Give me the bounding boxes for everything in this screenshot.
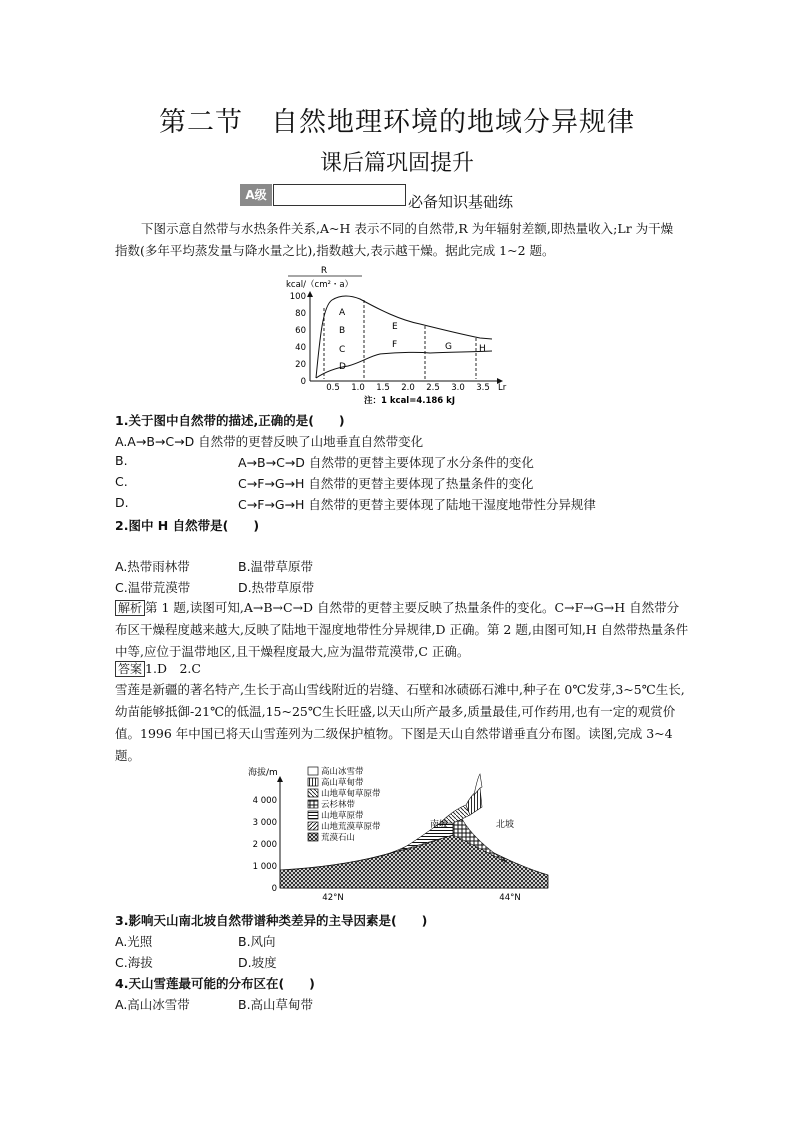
tianshan-zone-chart	[248, 763, 558, 905]
question-1-option-c-label[interactable]: C.	[115, 474, 128, 489]
level-score-box	[273, 184, 406, 206]
y-tick-100: 100	[289, 292, 306, 302]
x-tick-0-5: 0.5	[326, 383, 340, 393]
y-tick-0: 0	[300, 377, 306, 387]
chart1-x-ticks	[326, 383, 507, 393]
y-tick-20: 20	[295, 360, 306, 370]
answer-tag: 答案	[115, 661, 145, 677]
legend-swatch-5	[308, 822, 318, 830]
x-tick-1-5: 1.5	[376, 383, 390, 393]
chart1-ylabel-unit: kcal/（cm²・a）	[286, 280, 354, 290]
question-4-option-b[interactable]: B.高山草甸带	[238, 997, 314, 1012]
legend-label-0: 高山冰雪带	[321, 767, 364, 777]
zone-label-f: F	[392, 340, 398, 350]
zone-label-d: D	[339, 362, 346, 372]
question-1-option-b-label[interactable]: B.	[115, 453, 128, 468]
question-3-stem: 3.影响天山南北坡自然带谱种类差异的主导因素是( )	[115, 913, 428, 928]
x-tick-3-5: 3.5	[476, 383, 490, 393]
intro-paragraph-2: 雪莲是新疆的著名特产,生长于高山雪线附近的岩缝、石壁和冰碛砾石滩中,种子在 0℃发芽,3~5℃生长,幼苗能够抵御-21℃的低温,15~25℃生长旺盛,以天山所产最多,质量最佳,可作药用,也有一定的观赏价值。1996 年中国已将天山雪莲列为二级保护植物。下图是天山自然带谱垂直分布图。读图,完成 3~4 题。	[115, 682, 685, 763]
y-tick-80: 80	[295, 309, 306, 319]
chart2-legend	[308, 766, 381, 843]
chart2-ylabel: 海拔/m	[248, 768, 278, 778]
question-1-option-d[interactable]: C→F→G→H 自然带的更替主要体现了陆地干湿度地带性分异规律	[238, 497, 596, 512]
x2-tick-42n: 42°N	[322, 893, 344, 903]
question-1-option-b[interactable]: A→B→C→D 自然带的更替主要体现了水分条件的变化	[238, 455, 534, 470]
chart2-y-ticks	[253, 796, 277, 894]
level-text: 必备知识基础练	[408, 193, 514, 211]
question-2-stem: 2.图中 H 自然带是( )	[115, 518, 260, 533]
y2-tick-0: 0	[271, 884, 277, 894]
legend-swatch-2	[308, 789, 318, 797]
y2-tick-2000: 2 000	[252, 840, 277, 850]
x-tick-2-5: 2.5	[426, 383, 440, 393]
question-2-option-c[interactable]: C.温带荒漠带	[115, 580, 191, 595]
natural-zone-chart	[280, 266, 510, 406]
legend-label-3: 云杉林带	[321, 800, 356, 810]
legend-label-4: 山地草原带	[321, 811, 364, 821]
legend-label-1: 高山草甸带	[321, 778, 364, 788]
north-slope-label: 北坡	[496, 820, 515, 830]
x2-tick-44n: 44°N	[499, 893, 521, 903]
zone-label-e: E	[392, 322, 398, 332]
answer-text: 1.D 2.C	[145, 661, 201, 676]
chart1-zone-dividers	[324, 300, 476, 379]
question-2-option-d[interactable]: D.热带草原带	[238, 580, 315, 595]
south-slope-label: 南坡	[430, 820, 449, 830]
x-tick-3-0: 3.0	[451, 383, 465, 393]
zone-label-c: C	[339, 345, 346, 355]
question-3-option-d[interactable]: D.坡度	[238, 955, 277, 970]
y-tick-60: 60	[295, 326, 306, 336]
zone-label-g: G	[445, 342, 452, 352]
y2-tick-1000: 1 000	[252, 862, 277, 872]
question-4-option-a[interactable]: A.高山冰雪带	[115, 997, 190, 1012]
legend-label-2: 山地草甸草原带	[321, 789, 381, 799]
legend-swatch-3	[308, 800, 318, 808]
question-3-option-c[interactable]: C.海拔	[115, 955, 153, 970]
x-tick-2-0: 2.0	[401, 383, 415, 393]
analysis-text: 第 1 题,读图可知,A→B→C→D 自然带的更替主要反映了热量条件的变化。C→F→G→H 自然带分布区干燥程度越来越大,反映了陆地干湿度地带性分异规律,D 正确。第 2 题,由图可知,H 自然带热量条件中等,应位于温带地区,且干燥程度最大,应为温带荒漠带,C 正确。	[115, 600, 689, 659]
y-tick-40: 40	[295, 343, 306, 353]
legend-label-5: 山地荒漠草原带	[321, 822, 381, 832]
page-title: 第二节 自然地理环境的地域分异规律	[159, 107, 635, 138]
legend-swatch-6	[308, 833, 318, 841]
question-2-option-a[interactable]: A.热带雨林带	[115, 559, 190, 574]
chart1-y-ticks	[290, 292, 306, 387]
intro-paragraph-1: 下图示意自然带与水热条件关系,A~H 表示不同的自然带,R 为年辐射差额,即热量收入;Lr 为干燥指数(多年平均蒸发量与降水量之比),指数越大,表示越干燥。据此完成 1~2 题。	[115, 221, 674, 258]
zone-label-b: B	[339, 326, 346, 336]
level-badge: A级	[240, 184, 272, 206]
chart1-zone-labels	[339, 308, 486, 372]
question-3-option-b[interactable]: B.风向	[238, 934, 276, 949]
x-tick-1-0: 1.0	[351, 383, 365, 393]
question-3-option-a[interactable]: A.光照	[115, 934, 153, 949]
chart1-ylabel-r: R	[320, 266, 328, 276]
question-4-stem: 4.天山雪莲最可能的分布区在( )	[115, 976, 315, 991]
zone-label-h: H	[479, 344, 486, 354]
chart1-note: 注：1 kcal=4.186 kJ	[364, 396, 455, 406]
legend-swatch-1	[308, 778, 318, 786]
analysis-block	[115, 597, 690, 663]
answer-block	[115, 658, 690, 680]
page-subtitle: 课后篇巩固提升	[319, 151, 474, 176]
legend-swatch-4	[308, 811, 318, 819]
x-axis-label: Lr	[498, 383, 507, 393]
legend-label-6: 荒漠石山	[321, 833, 356, 843]
legend-swatch-0	[308, 767, 318, 775]
analysis-tag: 解析	[115, 600, 145, 616]
question-2-option-b[interactable]: B.温带草原带	[238, 559, 314, 574]
question-1-option-a[interactable]: A.A→B→C→D 自然带的更替反映了山地垂直自然带变化	[115, 434, 424, 449]
question-1-option-c[interactable]: C→F→G→H 自然带的更替主要体现了热量条件的变化	[238, 476, 534, 491]
y2-tick-4000: 4 000	[252, 796, 277, 806]
y2-tick-3000: 3 000	[252, 818, 277, 828]
question-1-option-d-label[interactable]: D.	[115, 495, 129, 510]
question-1-stem: 1.关于图中自然带的描述,正确的是( )	[115, 413, 345, 428]
zone-label-a: A	[339, 308, 346, 318]
zone-alpine-meadow	[466, 788, 482, 815]
chart2-x-ticks	[322, 893, 520, 903]
